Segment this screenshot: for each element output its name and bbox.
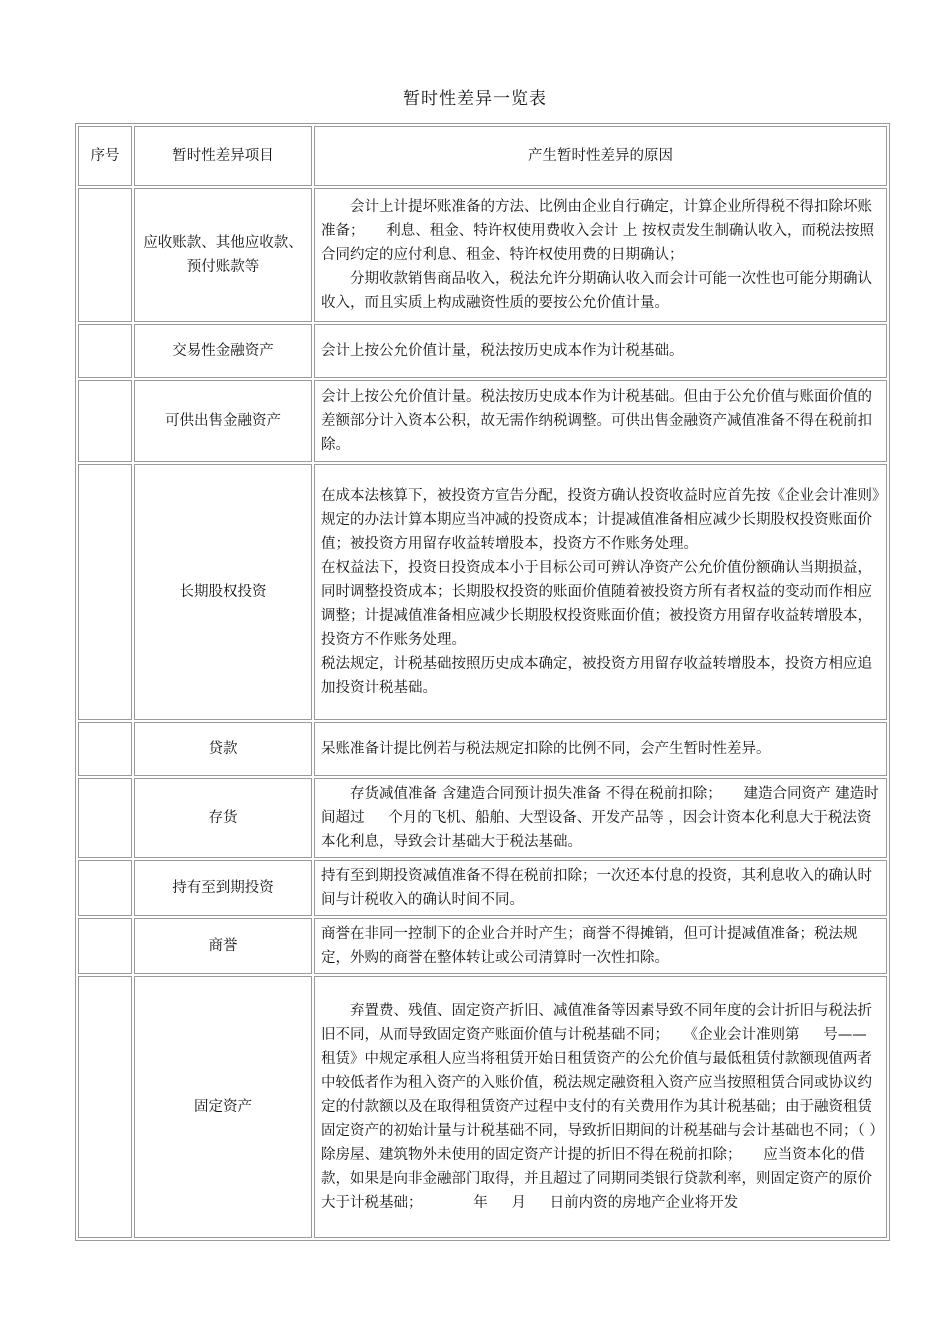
header-item: 暂时性差异项目 [134, 126, 312, 186]
table-row [78, 380, 887, 462]
row-reason [314, 324, 887, 378]
table-header-row [78, 126, 887, 186]
row-seq [78, 778, 132, 858]
reason-paragraph: 持有至到期投资减值准备不得在税前扣除；一次还本付息的投资，其利息收入的确认时间与计税收入的确认时间不同。 [321, 868, 872, 908]
row-reason [314, 722, 887, 776]
row-reason [314, 918, 887, 974]
table-row [78, 976, 887, 1238]
row-item: 交易性金融资产 [134, 324, 312, 378]
reason-paragraph: 会计上按公允价值计量。税法按历史成本作为计税基础。但由于公允价值与账面价值的差额部分计入资本公积，故无需作纳税调整。可供出售金融资产减值准备不得在税前扣除。 [321, 389, 872, 453]
reason-paragraph: 弃置费、残值、固定资产折旧、减值准备等因素导致不同年度的会计折旧与税法折旧不同，从而导致固定资产账面价值与计税基础不同； 《企业会计准则第 号——租赁》中规定承租人应当将租赁开始日租赁资产的公允价值与最低租赁付款额现值两者中较低者作为租入资产的入账价值，税法规定融资租入资产应当按照租赁合同或协议约定的付款额以及在取得租赁资产过程中支付的有关费用作为其计税基础；由于融资租赁固定资产的初始计量与计税基础不同，导致折旧期间的计税基础与会计基础也不同；（ ）除房屋、建筑物外未使用的固定资产计提的折旧不得在税前扣除； 应当资本化的借款，如果是向非金融部门取得，并且超过了同期同类银行贷款利率，则固定资产的原价大于计税基础； 年 月 日前内资的房地产企业将开发 [321, 1003, 877, 1211]
row-item: 持有至到期投资 [134, 860, 312, 916]
table-row [78, 918, 887, 974]
row-item: 长期股权投资 [134, 464, 312, 720]
reason-paragraph: 在权益法下，投资日投资成本小于目标公司可辨认净资产公允价值份额确认当期损益，同时调整投资成本；长期股权投资的账面价值随着被投资方所有者权益的变动而作相应调整；计提减值准备相应减少长期股权投资账面价值；被投资方用留存收益转增股本，投资方不作账务处理。 [321, 560, 872, 648]
reason-paragraph: 分期收款销售商品收入，税法允许分期确认收入而会计可能一次性也可能分期确认收入，而且实质上构成融资性质的要按公允价值计量。 [321, 271, 872, 311]
header-seq: 序号 [78, 126, 132, 186]
table-row [78, 464, 887, 720]
row-reason [314, 464, 887, 720]
row-item: 贷款 [134, 722, 312, 776]
reason-paragraph: 呆账准备计提比例若与税法规定扣除的比例不同，会产生暂时性差异。 [321, 741, 771, 757]
row-seq [78, 722, 132, 776]
table-row [78, 722, 887, 776]
row-item: 商誉 [134, 918, 312, 974]
header-reason: 产生暂时性差异的原因 [314, 126, 887, 186]
reason-paragraph: 商誉在非同一控制下的企业合并时产生；商誉不得摊销，但可计提减值准备；税法规定，外购的商誉在整体转让或公司清算时一次性扣除。 [321, 926, 858, 966]
row-reason [314, 860, 887, 916]
row-item: 可供出售金融资产 [134, 380, 312, 462]
page-title: 暂时性差异一览表 [403, 89, 547, 109]
table-row [78, 860, 887, 916]
row-seq [78, 380, 132, 462]
temporary-difference-table [75, 123, 890, 1241]
reason-paragraph: 税法规定，计税基础按照历史成本确定，被投资方用留存收益转增股本，投资方相应追加投资计税基础。 [321, 656, 872, 696]
row-item: 固定资产 [134, 976, 312, 1238]
row-seq [78, 976, 132, 1238]
reason-paragraph: 在成本法核算下，被投资方宣告分配，投资方确认投资收益时应首先按《企业会计准则》规定的办法计算本期应当冲减的投资成本；计提减值准备相应减少长期股权投资账面价值；被投资方用留存收益转增股本，投资方不作账务处理。 [321, 488, 880, 552]
row-reason [314, 778, 887, 858]
row-reason [314, 976, 887, 1238]
reason-paragraph: 存货减值准备 含建造合同预计损失准备 不得在税前扣除； 建造合同资产 建造时间超过 个月的飞机、船舶、大型设备、开发产品等 ，因会计资本化利息大于税法资本化利息，导致会计基础大于税法基础。 [321, 786, 879, 850]
row-reason [314, 380, 887, 462]
table-row [78, 778, 887, 858]
reason-paragraph: 会计上按公允价值计量，税法按历史成本作为计税基础。 [321, 343, 684, 359]
row-seq [78, 464, 132, 720]
row-seq [78, 860, 132, 916]
table-row [78, 324, 887, 378]
row-seq [78, 188, 132, 322]
row-item: 应收账款、其他应收款、预付账款等 [134, 188, 312, 322]
reason-paragraph: 会计上计提坏账准备的方法、比例由企业自行确定，计算企业所得税不得扣除坏账准备； 利息、租金、特许权使用费收入会计 上 按权责发生制确认收入，而税法按照合同约定的应付利息、租金、特许权使用费的日期确认； [321, 199, 874, 263]
row-seq [78, 918, 132, 974]
row-reason [314, 188, 887, 322]
row-item: 存货 [134, 778, 312, 858]
row-seq [78, 324, 132, 378]
table-row [78, 188, 887, 322]
